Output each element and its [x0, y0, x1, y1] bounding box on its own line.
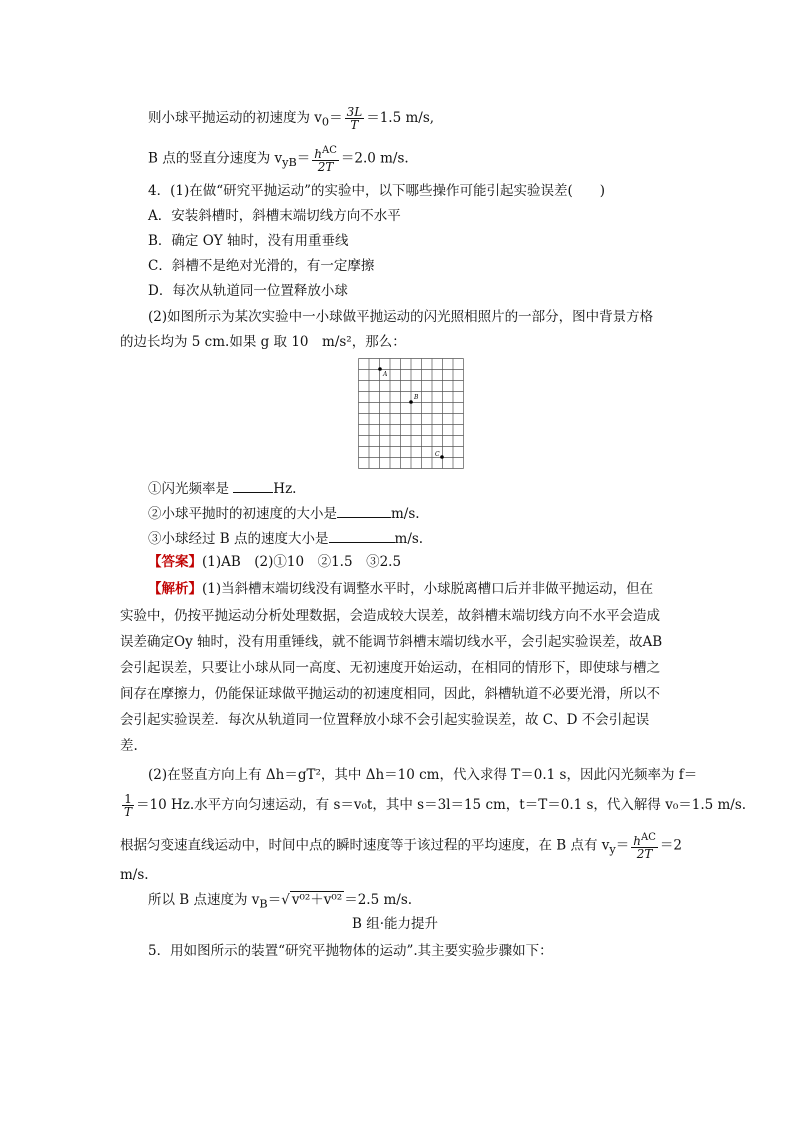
point-a-label: A	[383, 371, 388, 378]
blank-line	[329, 528, 395, 543]
analysis-line-4: 会引起误差，只要让小球从同一高度、无初速度开始运动，在相同的情形下，即使球与槽之	[120, 660, 660, 676]
point-b-label: B	[414, 394, 419, 401]
answer-line: 【答案】(1)AB (2)①10 ②1.5 ③2.5	[148, 554, 402, 570]
q4-option-d: D．每次从轨道同一位置释放小球	[148, 283, 348, 299]
blank-line	[337, 503, 391, 518]
analysis-line-3: 误差确定Oy 轴时，没有用重锤线，就不能调节斜槽末端切线水平，会引起实验误差，故AB	[120, 634, 663, 650]
q4-option-c: C．斜槽不是绝对光滑的，有一定摩擦	[148, 258, 375, 274]
v0-fraction: $\frac{3L}{T}$	[346, 105, 363, 132]
answer-tag: 【答案】	[148, 554, 202, 570]
q4-stem: 4．(1)在做“研究平抛运动”的实验中，以下哪些操作可能引起实验误差( )	[148, 183, 606, 199]
analysis-line-1: 【解析】(1)当斜槽末端切线没有调整水平时，小球脱离槽口后并非做平抛运动，但在	[148, 581, 654, 597]
calc-line-1: (2)在竖直方向上有 Δh＝gT²，其中 Δh＝10 cm，代入求得 T＝0.1 s，因此闪光频率为 f＝	[148, 767, 698, 783]
calc-line-5: 所以 B 点速度为 $v_B=√$ v⁰²＋v⁰² ＝2.5 m/s.	[148, 892, 413, 911]
flash-photo-grid	[358, 358, 464, 470]
analysis-line-6: 会引起实验误差．每次从轨道同一位置释放小球不会引起实验误差，故 C、D 不会引起误	[120, 712, 650, 728]
analysis-line-5: 间存在摩擦力，仍能保证球做平抛运动的初速度相同，因此，斜槽轨道不必要光滑，所以不	[120, 686, 660, 702]
one-over-t-fraction: $\frac{1}{T}$	[124, 792, 133, 819]
q4-option-a: A．安装斜槽时，斜槽末端切线方向不水平	[148, 208, 401, 224]
q4-part2-line1: (2)如图所示为某次实验中一小球做平抛运动的闪光照相照片的一部分，图中背景方格	[148, 309, 654, 325]
point-b	[409, 400, 413, 404]
analysis-tag: 【解析】	[148, 581, 202, 597]
point-c-label: C	[435, 451, 440, 458]
v0-line: 则小球平抛运动的初速度为 $v_0=$ $\frac{3L}{T}$ ＝1.5 m/s,	[148, 105, 435, 132]
point-a	[378, 367, 382, 371]
q4-part2-line2: 的边长均为 5 cm.如果 g 取 10 m/s²，那么：	[120, 334, 406, 350]
analysis-line-2: 实验中，仍按平抛运动分析处理数据，会造成较大误差，故斜槽末端切线方向不水平会造成	[120, 608, 660, 624]
calc-line-4: m/s.	[120, 867, 149, 883]
q5-stem: 5．用如图所示的装置“研究平抛物体的运动”.其主要实验步骤如下：	[148, 943, 553, 959]
blank-line	[233, 478, 273, 493]
blank-b-speed: ③小球经过 B 点的速度大小是 m/s.	[148, 528, 423, 548]
blank-frequency: ①闪光频率是 Hz.	[148, 478, 296, 498]
vyB-fraction: $\frac{h^{AC}}{2T}$	[314, 145, 337, 174]
vyB-line: B 点的竖直分速度为 $v_{yB}=$ $\frac{h^{AC}}{2T}$ ＝2.0 m/s.	[148, 145, 409, 174]
q4-option-b: B．确定 OY 轴时，没有用重垂线	[148, 233, 349, 249]
calc-line-3: 根据匀变速直线运动中，时间中点的瞬时速度等于该过程的平均速度，在 B 点有 $v_y=$ $\frac{h^{AC}}{2T}$ ＝2	[120, 832, 682, 861]
point-c	[440, 455, 444, 459]
analysis-line-7: 差.	[120, 738, 138, 754]
blank-initial-speed: ②小球平抛时的初速度的大小是 m/s.	[148, 503, 420, 523]
section-b-heading: B 组·能力提升	[352, 916, 439, 932]
vy-fraction: $\frac{h^{AC}}{2T}$	[633, 832, 656, 861]
calc-line-2: $\frac{1}{T}$ ＝10 Hz.水平方向匀速运动，有 s＝v₀t，其中 s＝3l＝15 cm，t＝T＝0.1 s，代入解得 v₀＝1.5 m/s.	[124, 792, 747, 819]
